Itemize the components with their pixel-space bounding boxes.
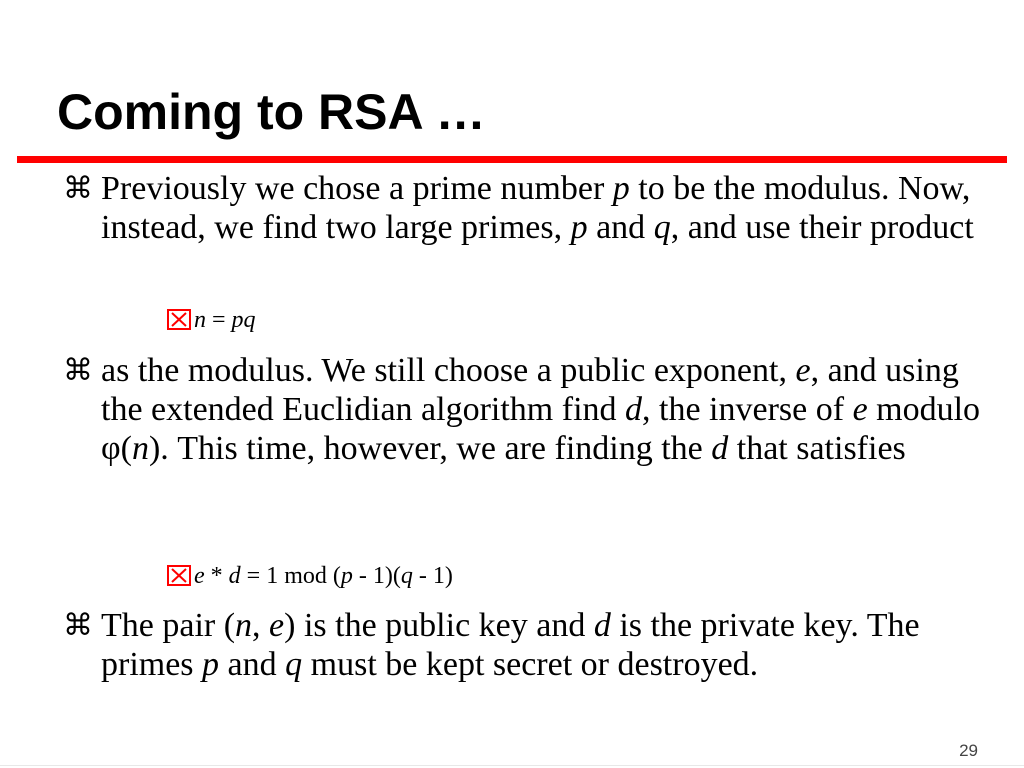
text-run: = bbox=[206, 307, 232, 333]
page-number: 29 bbox=[959, 741, 978, 760]
text-run: The pair ( bbox=[101, 607, 236, 644]
text-run: must be kept secret or destroyed. bbox=[302, 646, 759, 683]
text-run: = 1 mod ( bbox=[240, 563, 341, 589]
footer-divider bbox=[0, 765, 1024, 766]
italic-text-run: d bbox=[228, 563, 241, 589]
italic-text-run: q bbox=[653, 209, 671, 246]
bullet-item bbox=[63, 606, 993, 684]
italic-text-run: pq bbox=[231, 307, 256, 333]
italic-text-run: n bbox=[235, 607, 253, 644]
sub-bullet-item bbox=[167, 561, 453, 591]
bullet-item bbox=[63, 169, 993, 247]
italic-text-run: d bbox=[593, 607, 611, 644]
text-run: ). This time, however, we are finding the bbox=[148, 430, 712, 467]
text-run: to be the modulus. Now, instead, we find two large primes, bbox=[101, 170, 971, 246]
text-run: as the modulus. We still choose a public exponent, bbox=[101, 352, 796, 389]
italic-text-run: e bbox=[194, 563, 205, 589]
slide-title: Coming to RSA … bbox=[57, 84, 486, 140]
italic-text-run: p bbox=[340, 563, 353, 589]
sub-bullet-item bbox=[167, 305, 256, 335]
italic-text-run: p bbox=[612, 170, 630, 207]
italic-text-run: e bbox=[852, 391, 868, 428]
text-run: * bbox=[204, 563, 229, 589]
text-run: that satisfies bbox=[728, 430, 906, 467]
text-run: and bbox=[219, 646, 286, 683]
text-run: and bbox=[587, 209, 654, 246]
x-mark-icon bbox=[169, 311, 189, 328]
italic-text-run: e bbox=[795, 352, 811, 389]
title-underline bbox=[17, 156, 1007, 163]
bullet-text bbox=[101, 351, 993, 468]
text-run: , bbox=[252, 607, 270, 644]
bullet-symbol-icon: ⌘ bbox=[63, 608, 93, 643]
italic-text-run: d bbox=[711, 430, 729, 467]
bullet-text bbox=[101, 169, 993, 247]
sub-bullet-text bbox=[194, 307, 256, 333]
italic-text-run: n bbox=[131, 430, 149, 467]
text-run: , and using the extended Euclidian algorithm find bbox=[101, 352, 959, 428]
italic-text-run: e bbox=[269, 607, 285, 644]
italic-text-run: p bbox=[202, 646, 220, 683]
text-run: , and use their product bbox=[670, 209, 974, 246]
italic-text-run: d bbox=[625, 391, 643, 428]
italic-text-run: n bbox=[194, 307, 206, 333]
text-run: - 1)( bbox=[352, 563, 401, 589]
sub-bullet-text bbox=[194, 563, 453, 589]
text-run: is the private key. The primes bbox=[101, 607, 920, 683]
bullet-item bbox=[63, 351, 993, 468]
x-box-icon bbox=[167, 565, 191, 586]
text-run: modulo φ( bbox=[101, 391, 981, 467]
x-box-icon bbox=[167, 309, 191, 330]
bullet-symbol-icon: ⌘ bbox=[63, 171, 93, 206]
bullet-symbol-icon: ⌘ bbox=[63, 353, 93, 388]
text-run: - 1) bbox=[412, 563, 453, 589]
text-run: Previously we chose a prime number bbox=[101, 170, 613, 207]
italic-text-run: p bbox=[570, 209, 588, 246]
x-mark-icon bbox=[169, 567, 189, 584]
italic-text-run: q bbox=[285, 646, 303, 683]
bullet-text bbox=[101, 606, 993, 684]
text-run: , the inverse of bbox=[642, 391, 853, 428]
italic-text-run: q bbox=[400, 563, 413, 589]
text-run: ) is the public key and bbox=[284, 607, 594, 644]
